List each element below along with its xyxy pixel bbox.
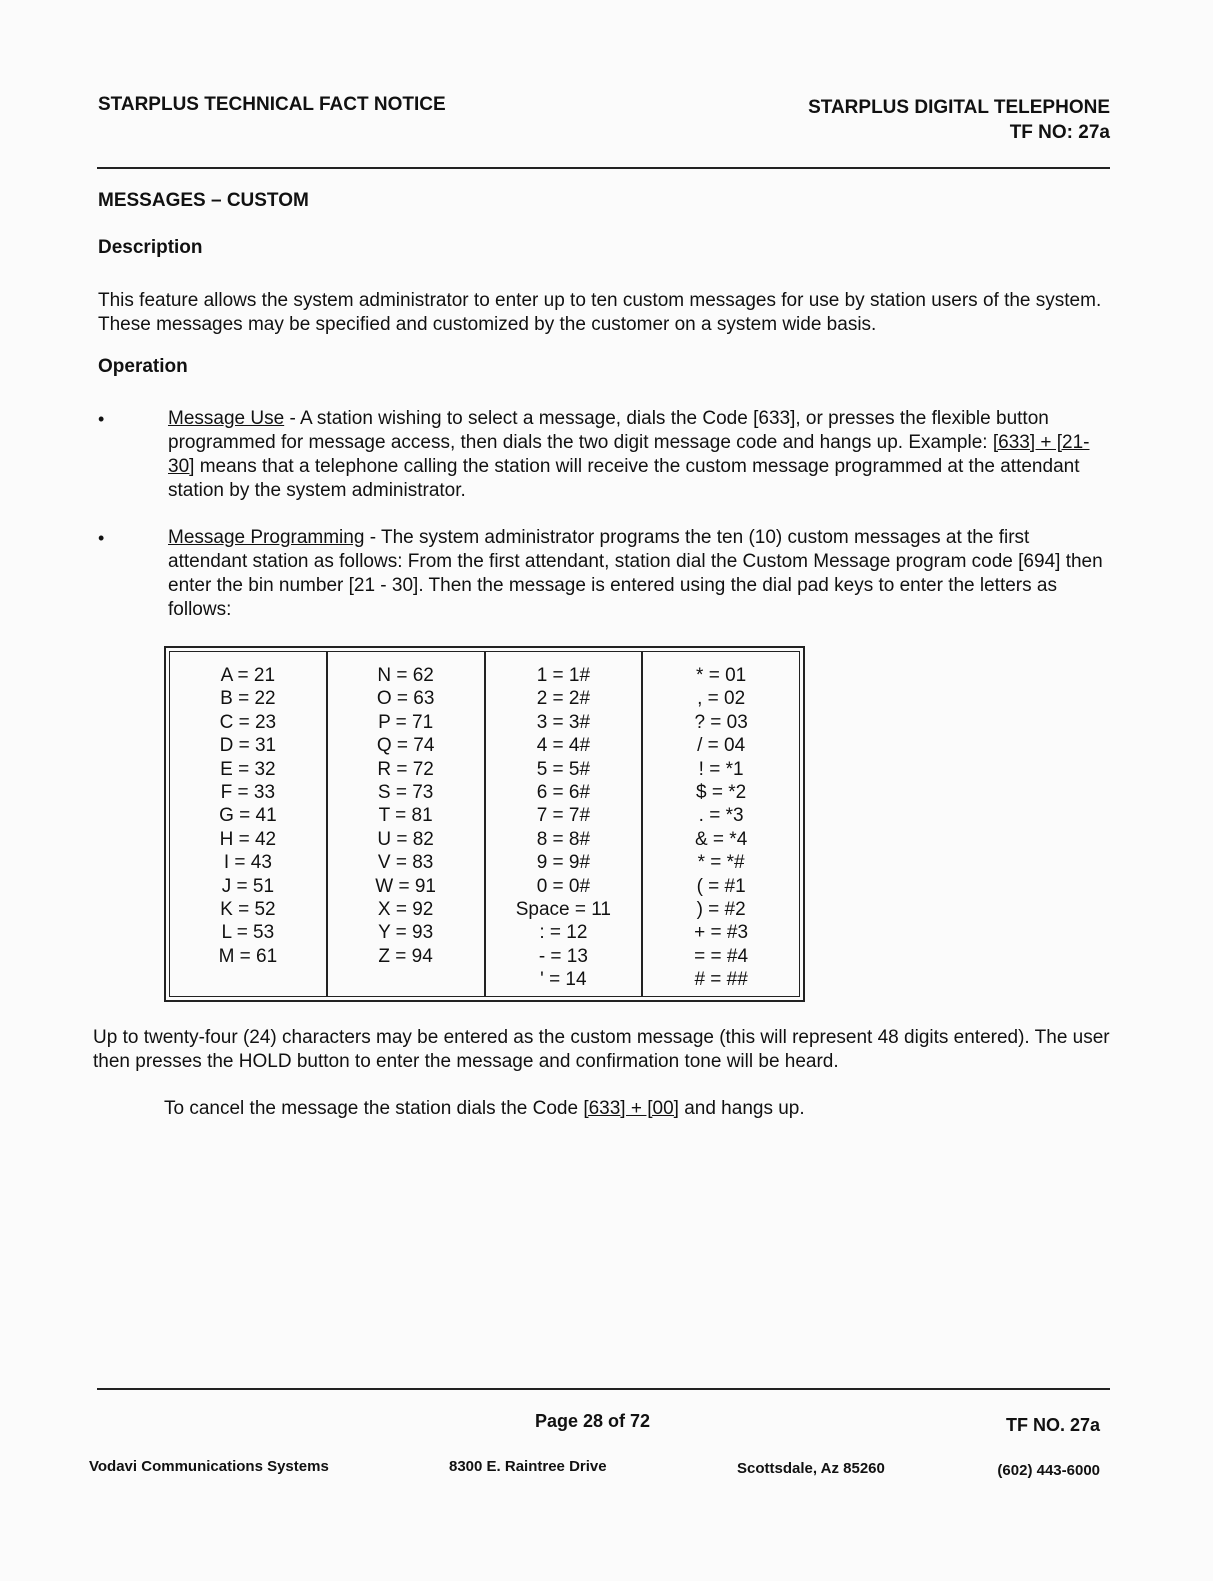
- table-cell: 1 = 1#: [536, 665, 591, 686]
- table-cell: + = #3: [694, 922, 749, 944]
- table-cell: * = *#: [697, 852, 745, 874]
- bullet-marker: •: [98, 528, 105, 548]
- message-use-item: [168, 407, 1108, 503]
- table-cell: & = *4: [694, 828, 748, 850]
- table-cell: 6 = 6#: [536, 782, 591, 804]
- code-table-column-4: [643, 652, 799, 996]
- table-cell: ' = 14: [540, 969, 587, 991]
- message-use-example-code: [633] + [21-30]: [168, 432, 1090, 477]
- table-cell: ! = *1: [698, 758, 744, 780]
- table-cell: 3 = 3#: [536, 711, 591, 733]
- table-cell: S = 73: [377, 782, 434, 804]
- cancel-suffix: and hangs up.: [678, 1098, 805, 1119]
- table-cell: Space = 11: [515, 899, 611, 921]
- table-cell: : = 12: [539, 922, 588, 944]
- character-limit-text: Up to twenty-four (24) characters may be entered as the custom message (this will represent 48 digits entered). The user then presses the HOLD button to enter the message and confirmation tone will be heard.: [93, 1027, 1110, 1072]
- table-cell: I = 43: [223, 852, 272, 874]
- code-table-column-3: [486, 652, 644, 996]
- cancel-prefix: To cancel the message the station dials the Code: [164, 1098, 584, 1119]
- table-cell: F = 33: [220, 782, 276, 804]
- description-text: This feature allows the system administrator to enter up to ten custom messages for use by station users of the system. These messages may be specified and customized by the customer on a system wide basis.: [98, 290, 1102, 335]
- table-cell: M = 61: [218, 945, 278, 967]
- table-cell: X = 92: [377, 899, 434, 921]
- table-cell: 7 = 7#: [536, 805, 591, 827]
- section-title: MESSAGES – CUSTOM: [98, 190, 309, 211]
- footer-phone: (602) 443-6000: [997, 1462, 1100, 1479]
- table-cell: D = 31: [219, 735, 277, 757]
- table-cell: O = 63: [376, 688, 435, 710]
- table-cell: ( = #1: [696, 875, 746, 897]
- table-cell: . = *3: [698, 805, 744, 827]
- table-cell: U = 82: [377, 828, 434, 850]
- table-cell: / = 04: [697, 735, 746, 757]
- table-cell: 4 = 4#: [536, 735, 591, 757]
- table-cell: Z = 94: [378, 945, 433, 967]
- table-cell: K = 52: [220, 899, 276, 921]
- table-cell: 9 = 9#: [536, 852, 591, 874]
- code-table-column-2: [328, 652, 486, 996]
- table-cell: 5 = 5#: [536, 758, 591, 780]
- table-cell: Q = 74: [376, 735, 435, 757]
- header-divider: [97, 167, 1110, 169]
- page-number: Page 28 of 72: [534, 1411, 651, 1431]
- message-use-text-2: means that a telephone calling the station will receive the custom message programmed at the attendant station by the system administrator.: [168, 456, 1080, 501]
- table-cell: ) = #2: [696, 899, 746, 921]
- operation-heading: Operation: [98, 356, 188, 377]
- table-cell: C = 23: [219, 711, 277, 733]
- bullet-marker: •: [98, 409, 105, 429]
- footer-tf-number: TF NO. 27a: [1005, 1415, 1100, 1435]
- table-cell: J = 51: [221, 875, 275, 897]
- message-programming-item: [168, 526, 1108, 622]
- footer-address: 8300 E. Raintree Drive: [449, 1458, 607, 1475]
- table-cell: A = 21: [220, 665, 276, 686]
- cancel-code: [633] + [00]: [583, 1098, 679, 1119]
- table-cell: 2 = 2#: [536, 688, 591, 710]
- table-cell: L = 53: [221, 922, 275, 944]
- table-cell: G = 41: [219, 805, 277, 827]
- cancel-instructions: [164, 1097, 1104, 1121]
- table-cell: 0 = 0#: [536, 875, 591, 897]
- footer-company: Vodavi Communications Systems: [89, 1458, 329, 1475]
- table-cell: E = 32: [220, 758, 276, 780]
- table-cell: W = 91: [375, 875, 436, 897]
- footer-divider: [97, 1388, 1110, 1390]
- header-tf-number: TF NO: 27a: [1009, 122, 1110, 143]
- table-cell: N = 62: [377, 665, 434, 686]
- table-cell: Y = 93: [378, 922, 434, 944]
- header-left-title: STARPLUS TECHNICAL FACT NOTICE: [98, 94, 446, 115]
- table-cell: B = 22: [220, 688, 276, 710]
- table-cell: V = 83: [377, 852, 434, 874]
- message-use-text-1: - A station wishing to select a message, dials the Code [633], or presses the flexible button programmed for message access, then dials the two digit message code and hangs up. Example:: [168, 408, 1049, 453]
- table-cell: - = 13: [538, 945, 588, 967]
- code-table-column-1: [170, 652, 328, 996]
- table-cell: P = 71: [378, 711, 434, 733]
- table-cell: R = 72: [377, 758, 434, 780]
- footer-city: Scottsdale, Az 85260: [737, 1460, 885, 1477]
- table-cell: 8 = 8#: [536, 828, 591, 850]
- table-cell: # = ##: [694, 969, 748, 991]
- table-cell: H = 42: [219, 828, 277, 850]
- header-right-title: STARPLUS DIGITAL TELEPHONE: [808, 97, 1110, 118]
- message-programming-text: - The system administrator programs the ten (10) custom messages at the first attendant station as follows: From the first attendant, station dial the Custom Message program code [694] then enter the bin number [21 - 30]. Then the message is entered using the dial pad keys to enter the letters as follows:: [168, 527, 1103, 620]
- message-use-title: Message Use: [168, 408, 285, 429]
- table-cell: = = #4: [694, 945, 749, 967]
- description-heading: Description: [98, 237, 203, 258]
- table-cell: , = 02: [697, 688, 746, 710]
- message-programming-title: Message Programming: [168, 527, 365, 548]
- table-cell: $ = *2: [696, 782, 747, 804]
- table-cell: T = 81: [378, 805, 433, 827]
- table-cell: ? = 03: [694, 711, 748, 733]
- code-table: [164, 646, 805, 1002]
- table-cell: * = 01: [696, 665, 747, 686]
